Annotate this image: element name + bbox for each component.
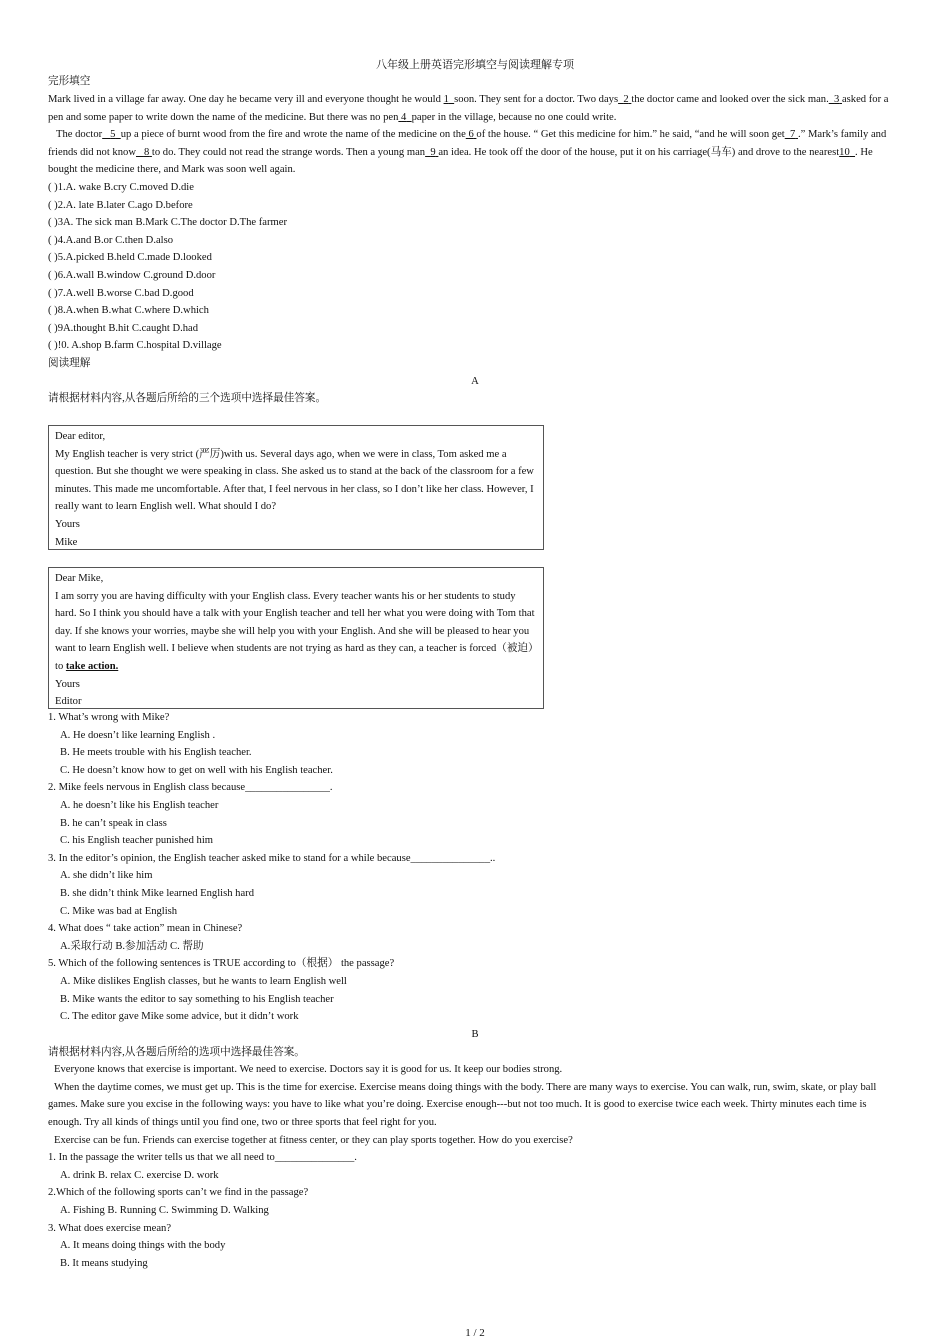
blank-9: 9 [430,146,436,158]
cloze-option: ( )5.A.picked B.held C.made D.looked [48,252,212,264]
answer-option: A. Mike dislikes English classes, but he wants to learn English well [60,976,347,987]
answer-option: A. drink B. relax C. exercise D. work [60,1169,219,1181]
passage-b-paragraph: Everyone knows that exercise is important. We need to exercise. Doctors say it is good for us. It keep our bodies strong. [54,1064,563,1076]
cloze-option: ( )!0. A.shop B.farm C.hospital D.village [48,340,222,352]
answer-option: B. she didn’t think Mike learned English hard [60,888,254,899]
cloze-option: ( )7.A.well B.worse C.bad D.good [48,287,194,299]
question-b: 1. In the passage the writer tells us that we all need to_______________. [48,1152,357,1164]
letter2-signature: Editor [55,696,82,708]
answer-option: B. He meets trouble with his English teacher. [60,747,252,759]
blank-7: 7 [790,129,796,140]
instruction-b: 请根据材料内容,从各题后所给的选项中选择最佳答案。 [48,1046,305,1058]
answer-option: B. he can’t speak in class [60,817,167,829]
answer-option: C. He doesn’t know how to get on well with his English teacher. [60,764,333,776]
letter-from-editor [48,567,544,709]
blank-6: 6 [468,129,474,140]
instruction-a: 请根据材料内容,从各题后所给的三个选项中选择最佳答案。 [48,393,327,405]
cloze-option: ( )4.A.and B.or C.then D.also [48,234,174,246]
question-a: 1. What’s wrong with Mike? [48,712,170,723]
question-a: 2. Mike feels nervous in English class because________________. [48,782,333,794]
answer-option: A. It means doing things with the body [60,1240,226,1252]
letter2-body: I am sorry you are having difficulty with your English class. Every teacher wants his or her students to study hard. So I think you should have a talk with your English teacher and tell her what you were doing with Tom that day. If she knows your worries, maybe she will help you with your English. And she will be pleased to hear you want to learn English well. I believe when students are not trying as hard as they can, a teacher is forced（被迫）to take action. [55,590,535,672]
answer-option: C. his English teacher punished him [60,835,213,847]
blank-5: 5 [110,129,116,140]
question-a: 3. In the editor’s opinion, the English teacher asked mike to stand for a while because_______________.. [48,852,496,864]
letter1-body: My English teacher is very strict (严厉)with us. Several days ago, when we were in class, Tom asked me a question. But she thought we were speaking in class. She asked us to stand at the back of the classroom for a few minutes. This made me uncomfortable. After that, I feel nervous in her class, so I don’t like her class. However, I really want to learn English well. What should I do? [55,448,534,513]
letter2-greeting: Dear Mike, [55,573,104,584]
letter-from-mike [48,425,544,550]
section-b-label: B [471,1029,479,1040]
take-action-phrase: take action. [65,660,119,672]
letter2-closing: Yours [55,678,80,690]
answer-option: C. The editor gave Mike some advice, but it didn’t work [60,1011,299,1023]
answer-option: A. He doesn’t like learning English . [60,729,216,741]
question-b: 3. What does exercise mean? [48,1222,172,1234]
cloze-paragraph-2: The doctor 5 up a piece of burnt wood from the fire and wrote the name of the medicine on the 6 of the house. “ Get this medicine for him.” he said, “and he will soon get 7 .” Mark’s family and friends did not know 8 to do. They could not read the strange words. Then a young man 9 an idea. He took off the door of the house, put it on his carriage(马车) and drove to the nearest10 . He bought the medicine there, and Mark was soon well again. [48,129,887,176]
question-a: 5. Which of the following sentences is TRUE according to（根据） the passage? [48,958,395,970]
page-title: 八年级上册英语完形填空与阅读理解专项 [376,59,574,71]
cloze-option: ( )8.A.when B.what C.where D.which [48,305,209,317]
cloze-option: ( )2.A. late B.later C.ago D.before [48,199,193,211]
cloze-paragraph-1: Mark lived in a village far away. One day he became very ill and everyone thought he would 1 soon. They sent for a doctor. Two days 2 the doctor came and looked over the sick man. 3 asked for a pen and some paper to write down the name of the medicine. But there was no pen 4 paper in the village, because no one could write. [48,94,889,123]
blank-3: 3 [834,94,840,105]
question-a: 4. What does “ take action” mean in Chinese? [48,923,243,935]
page-number: 1 / 2 [465,1327,485,1339]
blank-10: 10 [839,146,850,158]
section-a-label: A [471,375,479,387]
passage-b-paragraph: Exercise can be fun. Friends can exercise together at fitness center, or they can play sports together. How do you exercise? [54,1134,573,1146]
answer-option: A. Fishing B. Running C. Swimming D. Walking [60,1205,269,1216]
blank-8: 8 [143,146,150,158]
letter1-closing: Yours [55,518,80,530]
letter1-signature: Mike [55,536,78,548]
question-b: 2.Which of the following sports can’t we find in the passage? [48,1187,309,1199]
passage-b-paragraph: When the daytime comes, we must get up. This is the time for exercise. Exercise means doing things with the body. There are many ways to exercise. You can walk, run, swim, skate, or play ball games. Make sure you excise in the following ways: you have to like what you’re doing. Exercise enough---but not too much. It is good to exercise twice each week. Thirty minutes each time is enough. Try all kinds of things until you find one, two or three sports that feel right for you. [48,1081,877,1128]
cloze-option: ( )3A. The sick man B.Mark C.The doctor D.The farmer [48,217,287,229]
cloze-option: ( )6.A.wall B.window C.ground D.door [48,270,216,281]
cloze-heading: 完形填空 [48,76,91,87]
answer-option: B. Mike wants the editor to say something to his English teacher [60,993,334,1005]
blank-2: 2 [623,94,629,105]
answer-option: A. she didn’t like him [60,870,153,882]
cloze-option: ( )1.A. wake B.cry C.moved D.die [48,182,194,193]
letter1-greeting: Dear editor, [55,431,106,442]
answer-option: A. he doesn’t like his English teacher [60,800,219,811]
blank-4: 4 [401,111,407,123]
answer-option: B. It means studying [60,1257,148,1269]
reading-heading: 阅读理解 [48,358,91,369]
cloze-option: ( )9A.thought B.hit C.caught D.had [48,322,199,334]
answer-option: C. Mike was bad at English [60,905,178,917]
answer-option: A.采取行动 B.参加活动 C. 帮助 [60,940,204,952]
blank-1: 1 [443,94,449,105]
